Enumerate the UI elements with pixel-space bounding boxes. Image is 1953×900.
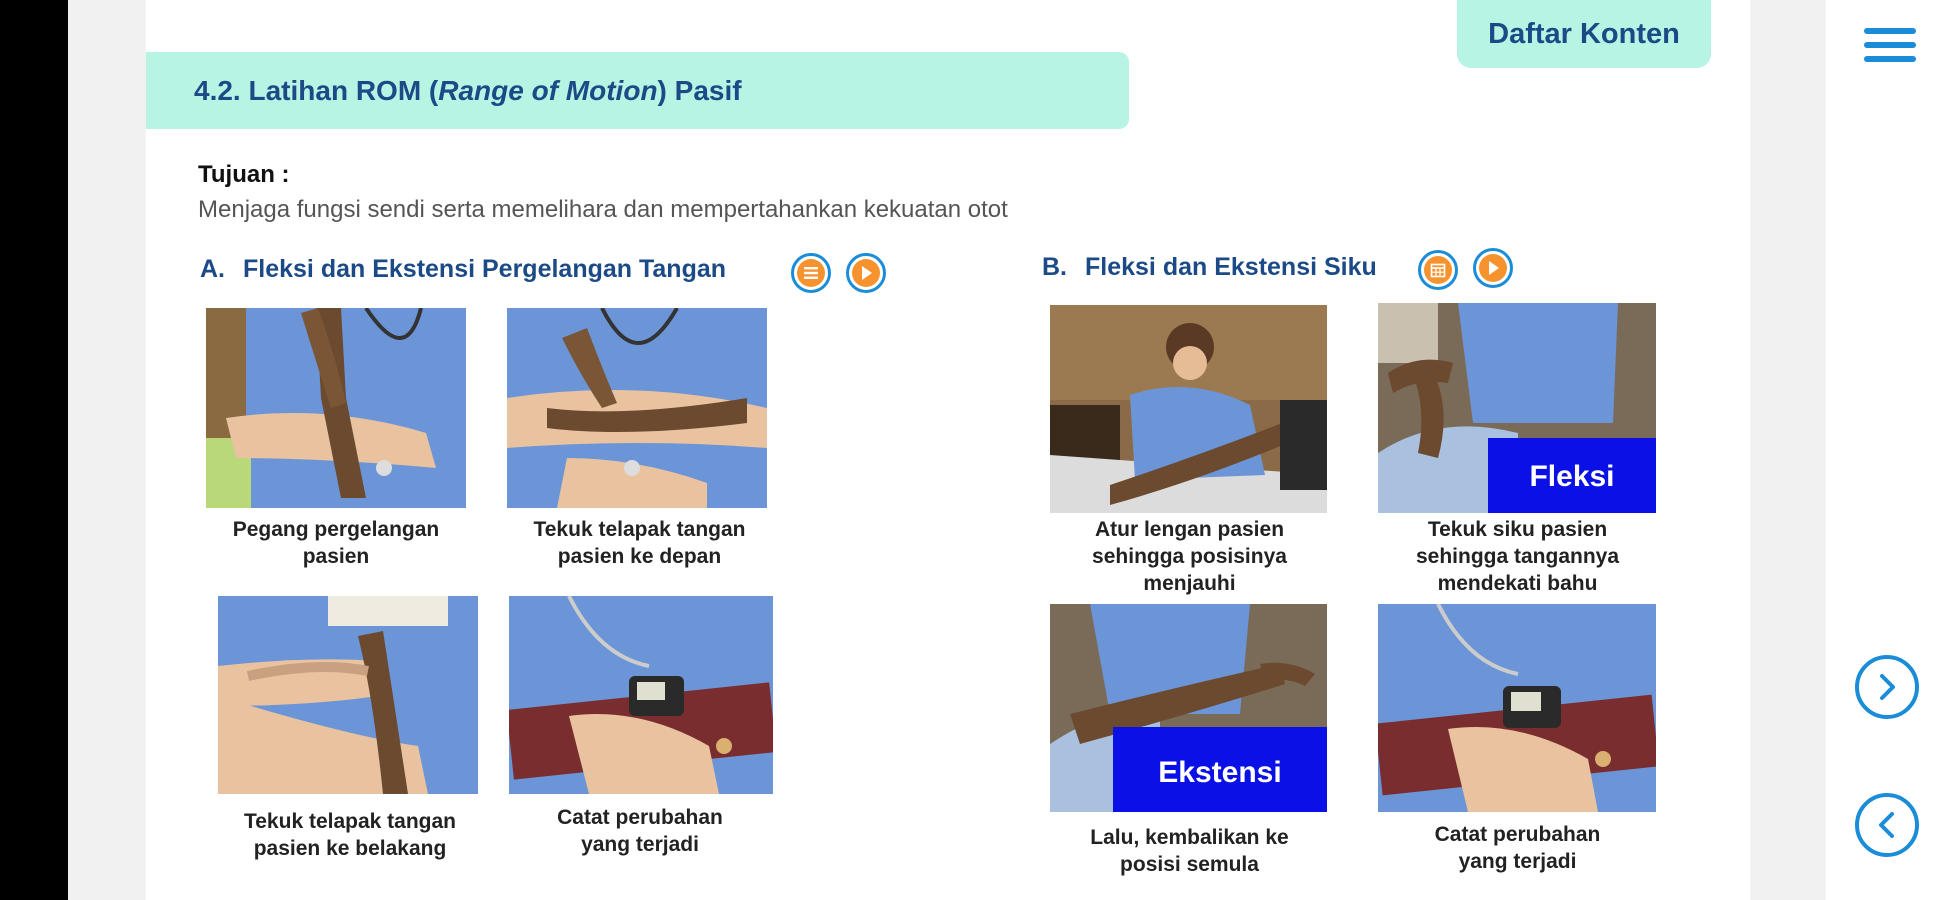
- section-title-italic: Range of Motion: [438, 75, 658, 106]
- overlay-fleksi: Fleksi: [1529, 460, 1615, 493]
- photo-a4: [509, 596, 773, 794]
- goal-text: Menjaga fungsi sendi serta memelihara dan mempertahankan kekuatan otot: [198, 196, 1008, 223]
- photo-a1: [206, 308, 466, 508]
- play-icon: [852, 259, 880, 287]
- section-b-title-text: Fleksi dan Ekstensi Siku: [1085, 253, 1377, 281]
- table-of-contents-button[interactable]: [1457, 0, 1711, 68]
- chevron-left-icon: [1874, 810, 1900, 840]
- photo-b2: [1378, 303, 1656, 513]
- photo-b3: [1050, 604, 1327, 812]
- chevron-right-icon: [1874, 672, 1900, 702]
- section-header: [146, 52, 1129, 129]
- section-a-play-button[interactable]: [846, 253, 886, 293]
- section-a-title-text: Fleksi dan Ekstensi Pergelangan Tangan: [243, 255, 727, 283]
- photo-a3: [218, 596, 478, 794]
- goal-label: Tujuan :: [198, 161, 290, 188]
- section-b-letter: B.: [1042, 253, 1067, 281]
- caption-a2: Tekuk telapak tangan pasien ke depan: [533, 518, 746, 568]
- caption-b4: Catat perubahan yang terjadi: [1434, 823, 1601, 873]
- next-page-button[interactable]: [1855, 655, 1919, 719]
- caption-a1: Pegang pergelangan pasien: [232, 518, 440, 568]
- photo-b1: [1050, 305, 1327, 513]
- caption-b3: Lalu, kembalikan ke posisi semula: [1090, 826, 1289, 876]
- caption-b1: Atur lengan pasien sehingga posisinya menjauhi: [1092, 518, 1287, 595]
- calendar-icon: [1424, 256, 1452, 284]
- photo-b4: [1378, 604, 1656, 812]
- previous-page-button[interactable]: [1855, 793, 1919, 857]
- hamburger-menu-icon[interactable]: [1864, 28, 1916, 72]
- caption-a4: Catat perubahan yang terjadi: [557, 806, 723, 856]
- caption-b2: Tekuk siku pasien sehingga tangannya mendekati bahu: [1415, 518, 1620, 595]
- section-a-list-button[interactable]: [791, 253, 831, 293]
- section-a-letter: A.: [200, 255, 225, 283]
- list-icon: [797, 259, 825, 287]
- toc-label: Daftar Konten: [1488, 17, 1680, 50]
- overlay-ekstensi: Ekstensi: [1158, 756, 1282, 789]
- play-icon: [1479, 254, 1507, 282]
- caption-a3: Tekuk telapak tangan pasien ke belakang: [243, 810, 456, 860]
- section-b-play-button[interactable]: [1473, 248, 1513, 288]
- section-title: 4.2. Latihan ROM (Range of Motion) Pasif: [194, 75, 742, 106]
- section-b-title: [1042, 253, 1377, 282]
- section-a-title: [200, 255, 726, 284]
- photo-a2: [507, 308, 767, 508]
- right-nav-bar: [1826, 0, 1953, 900]
- section-b-calendar-button[interactable]: [1418, 250, 1458, 290]
